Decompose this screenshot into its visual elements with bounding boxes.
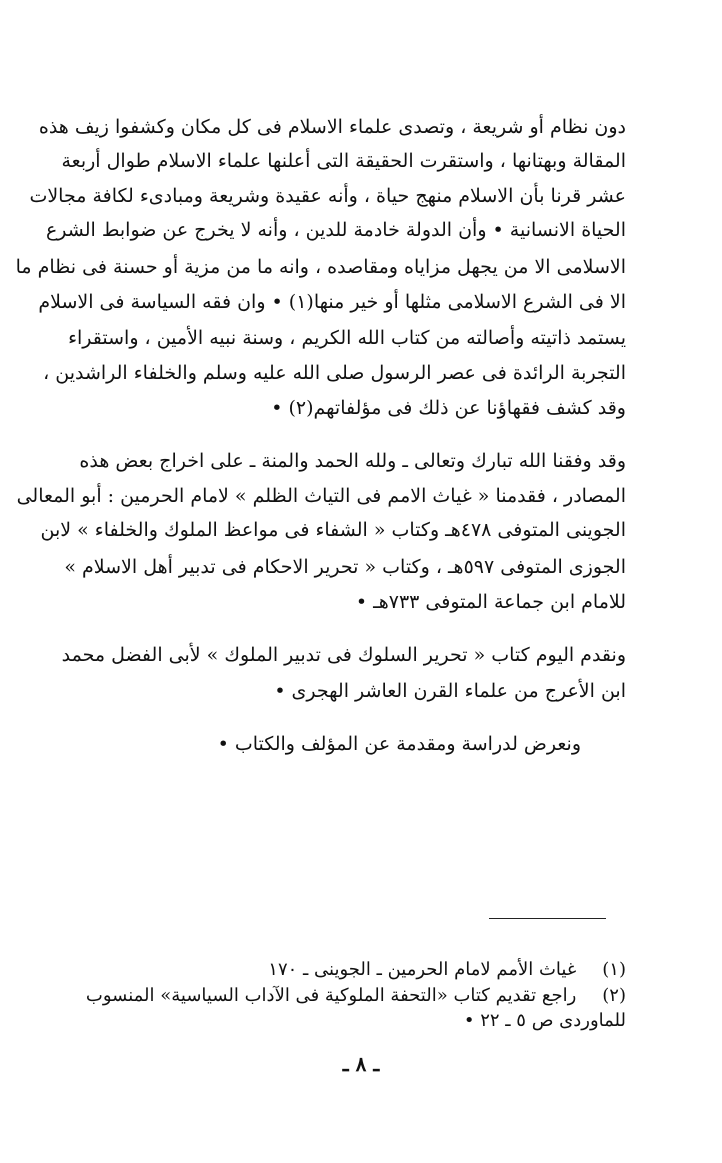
footnote xyxy=(66,983,626,1009)
footnote-text: للماوردى ص ٥ ـ ٢٢ • xyxy=(463,1010,626,1031)
footnote-separator xyxy=(489,918,606,919)
body-line: للامام ابن جماعة المتوفى ٧٣٣هـ • xyxy=(355,591,626,613)
footnote-text: غياث الأمم لامام الحرمين ـ الجوينى ـ ١٧٠ xyxy=(268,959,577,980)
body-line: ابن الأعرج من علماء القرن العاشر الهجرى • xyxy=(274,680,626,702)
body-line: التجربة الرائدة فى عصر الرسول صلى الله عليه وسلم والخلفاء الراشدين ، xyxy=(43,362,626,384)
footnote-number: (١) xyxy=(602,959,626,980)
footnote xyxy=(66,957,626,983)
body-line: المقالة وبهتانها ، واستقرت الحقيقة التى أعلنها علماء الاسلام طوال أربعة xyxy=(61,150,626,172)
body-line: الجوينى المتوفى ٤٧٨هـ وكتاب « الشفاء فى مواعظ الملوك والخلفاء » لابن xyxy=(40,519,626,541)
body-line: دون نظام أو شريعة ، وتصدى علماء الاسلام فى كل مكان وكشفوا زيف هذه xyxy=(38,116,626,138)
body-line: ونعرض لدراسة ومقدمة عن المؤلف والكتاب • xyxy=(217,733,581,755)
body-line: الحياة الانسانية • وأن الدولة خادمة للدين ، وأنه لا يخرج عن ضوابط الشرع xyxy=(45,219,626,241)
body-line: المصادر ، فقدمنا « غياث الامم فى التياث الظلم » لامام الحرمين : أبو المعالى xyxy=(16,485,626,507)
body-line: الاسلامى الا من يجهل مزاياه ومقاصده ، وانه ما من مزية أو حسنة فى نظام ما xyxy=(15,256,626,278)
body-line: الا فى الشرع الاسلامى مثلها أو خير منها(١) • وان فقه السياسة فى الاسلام xyxy=(38,291,626,313)
body-line: وقد وفقنا الله تبارك وتعالى ـ ولله الحمد والمنة ـ على اخراج بعض هذه xyxy=(79,450,626,472)
body-line: الجوزى المتوفى ٥٩٧هـ ، وكتاب « تحرير الاحكام فى تدبير أهل الاسلام » xyxy=(64,556,626,578)
footnote-continuation xyxy=(66,1008,626,1034)
body-line: يستمد ذاتيته وأصالته من كتاب الله الكريم ، وسنة نبيه الأمين ، واستقراء xyxy=(68,327,626,349)
body-line: عشر قرنا بأن الاسلام منهج حياة ، وأنه عقيدة وشريعة ومبادىء لكافة مجالات xyxy=(29,185,626,207)
footnote-number: (٢) xyxy=(602,985,626,1006)
footnote-text: راجع تقديم كتاب «التحفة الملوكية فى الآداب السياسية» المنسوب xyxy=(85,985,577,1006)
body-line: ونقدم اليوم كتاب « تحرير السلوك فى تدبير الملوك » لأبى الفضل محمد xyxy=(61,644,626,666)
body-line: وقد كشف فقهاؤنا عن ذلك فى مؤلفاتهم(٢) • xyxy=(271,397,626,419)
page-number: ـ ٨ ـ xyxy=(342,1052,380,1076)
